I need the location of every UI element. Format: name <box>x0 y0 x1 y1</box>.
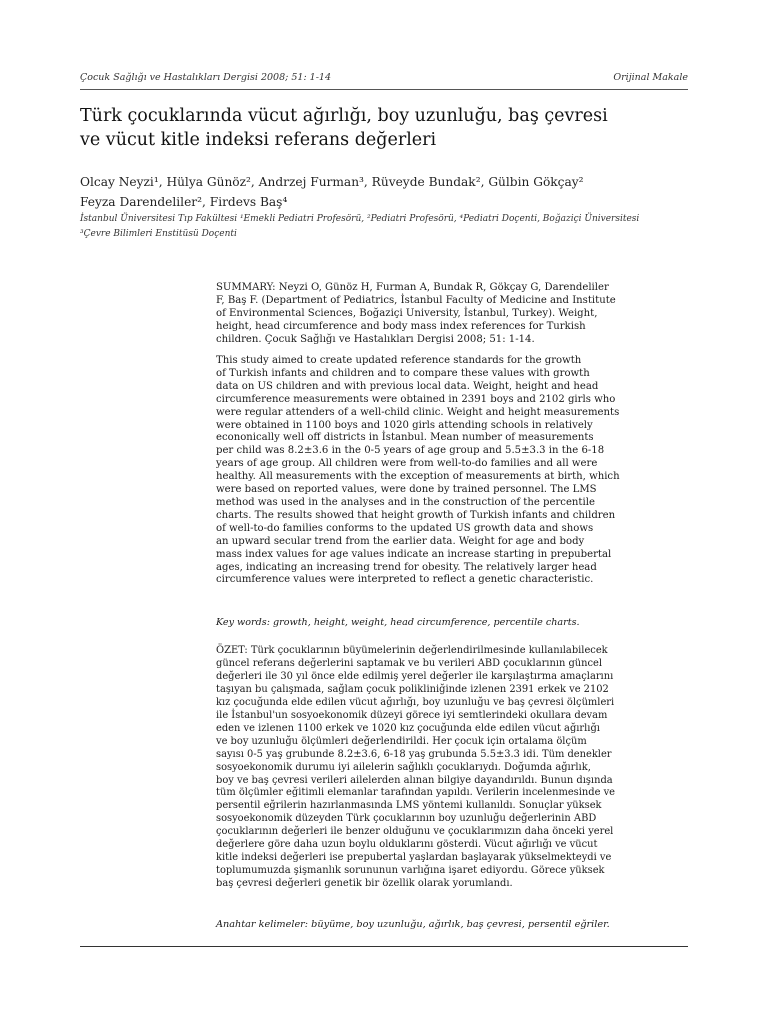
header-rule <box>80 89 688 90</box>
abstract-line: of Turkish infants and children and to compare these values with growth <box>216 367 590 379</box>
summary-line: height, head circumference and body mass index references for Turkish <box>216 321 586 332</box>
abstract-line: circumference measurements were obtained in 2391 boys and 2102 girls who <box>216 393 616 405</box>
abstract-line: charts. The results showed that height growth of Turkish infants and children <box>216 509 616 521</box>
abstract-line: This study aimed to create updated reference standards for the growth <box>216 355 582 366</box>
abstract-line: method was used in the analyses and in the construction of the percentile <box>216 496 595 508</box>
abstract-line: of well-to-do families conforms to the updated US growth data and shows <box>216 522 594 534</box>
author-line: Feyza Darendeliler², Firdevs Baş⁴ <box>80 195 288 209</box>
english-abstract <box>216 355 688 587</box>
article-title <box>80 104 688 152</box>
ozet-line: çocuklarının değerleri ile benzer olduğunu ve çocuklarımızın daha önceki yerel <box>216 826 614 838</box>
author-list <box>80 172 688 212</box>
affiliation-line: ³Çevre Bilimleri Enstitüsü Doçenti <box>80 229 237 239</box>
keywords-line: Key words: growth, height, weight, head circumference, percentile charts. <box>216 617 580 628</box>
ozet-line: değerleri ile 30 yıl önce elde edilmiş yerel değerler ile karşılaştırma amaçlarını <box>216 670 614 682</box>
affiliations <box>80 212 688 242</box>
ozet-line: toplumumuzda şişmanlık sorununun varlığına işaret ediyordu. Görece yüksek <box>216 865 605 877</box>
abstract-line: mass index values for age values indicate an increase starting in prepubertal <box>216 548 612 560</box>
ozet-line: sosyoekonomik düzeyden Türk çocuklarının boy uzunluğu değerlerinin ABD <box>216 813 597 825</box>
english-keywords <box>216 617 688 629</box>
footer-rule <box>80 946 688 947</box>
keywords-line: Anahtar kelimeler: büyüme, boy uzunluğu, ağırlık, baş çevresi, persentil eğriler. <box>216 919 610 930</box>
summary-citation <box>216 281 688 346</box>
abstract-line: data on US children and with previous local data. Weight, height and head <box>216 380 599 392</box>
ozet-line: ve boy uzunluğu ölçümleri değerlendirildi. Her çocuk için ortalama ölçüm <box>216 735 587 747</box>
affiliation-line: İstanbul Üniversitesi Tıp Fakültesi ¹Emekli Pediatri Profesörü, ²Pediatri Profesörü, ⁴Pediatri Doçenti, Boğaziçi Üniversitesi <box>80 214 640 224</box>
abstract-line: ages, indicating an increasing trend for obesity. The relatively larger head <box>216 561 597 573</box>
summary-line: F, Baş F. (Department of Pediatrics, İstanbul Faculty of Medicine and Institute <box>216 295 616 306</box>
ozet-line: kitle indeksi değerleri ise prepubertal yaşlardan başlayarak yükselmekteydi ve <box>216 852 612 864</box>
summary-line: SUMMARY: Neyzi O, Günöz H, Furman A, Bundak R, Gökçay G, Darendeliler <box>216 282 609 293</box>
abstract-line: healthy. All measurements with the exception of measurements at birth, which <box>216 471 620 483</box>
abstract-line: econonically well off districts in İstanbul. Mean number of measurements <box>216 432 594 444</box>
abstract-line: were obtained in 1100 boys and 1020 girls attending schools in relatively <box>216 419 593 431</box>
ozet-line: persentil eğrilerin hazırlanmasında LMS yöntemi kullanıldı. Sonuçlar yüksek <box>216 800 602 812</box>
ozet-line: kız çocuğunda elde edilen vücut ağırlığı, boy uzunluğu ve baş çevresi ölçümleri <box>216 696 615 708</box>
summary-line: of Environmental Sciences, Boğaziçi University, İstanbul, Turkey). Weight, <box>216 308 598 319</box>
ozet-line: taşıyan bu çalışmada, sağlam çocuk polikliniğinde izlenen 2391 erkek ve 2102 <box>216 683 609 695</box>
abstract-line: were regular attenders of a well-child clinic. Weight and height measurements <box>216 406 620 418</box>
journal-citation: Çocuk Sağlığı ve Hastalıkları Dergisi 2008; 51: 1-14 <box>80 72 332 83</box>
article-type: Orijinal Makale <box>613 72 688 83</box>
abstract-line: years of age group. All children were from well-to-do families and all were <box>216 458 598 470</box>
ozet-line: değerlere göre daha uzun boylu olduklarını gösterdi. Vücut ağırlığı ve vücut <box>216 839 598 851</box>
ozet-line: boy ve baş çevresi verileri ailelerden alınan bilgiye dayandırıldı. Bunun dışında <box>216 774 613 786</box>
ozet-line: eden ve izlenen 1100 erkek ve 1020 kız çocuğunda elde edilen vücut ağırlığı <box>216 722 600 734</box>
ozet-line: sayısı 0-5 yaş grubunde 8.2±3.6, 6-18 yaş grubunda 5.5±3.3 idi. Tüm denekler <box>216 748 612 760</box>
abstract-line: were based on reported values, were done by trained personnel. The LMS <box>216 484 597 496</box>
ozet-line: ÖZET: Türk çocuklarının büyümelerinin değerlendirilmesinde kullanılabilecek <box>216 645 608 656</box>
author-line: Olcay Neyzi¹, Hülya Günöz², Andrzej Furman³, Rüveyde Bundak², Gülbin Gökçay² <box>80 175 584 189</box>
ozet-line: sosyoekonomik durumu iyi ailelerin sağlıklı çocuklarıydı. Doğumda ağırlık, <box>216 761 591 773</box>
turkish-keywords <box>216 919 688 931</box>
ozet-line: baş çevresi değerleri genetik bir özellik olarak yorumlandı. <box>216 878 513 890</box>
summary-line: children. Çocuk Sağlığı ve Hastalıkları Dergisi 2008; 51: 1-14. <box>216 334 535 345</box>
abstract-line: an upward secular trend from the earlier data. Weight for age and body <box>216 535 585 547</box>
title-line: Türk çocuklarında vücut ağırlığı, boy uzunluğu, baş çevresi <box>80 106 608 126</box>
title-line: ve vücut kitle indeksi referans değerleri <box>80 130 437 150</box>
ozet-line: ile İstanbul'un sosyoekonomik düzeyi görece iyi semtlerindeki okullara devam <box>216 709 608 721</box>
turkish-abstract <box>216 645 688 891</box>
ozet-line: güncel referans değerlerini saptamak ve bu verileri ABD çocuklarının güncel <box>216 657 603 669</box>
abstract-line: per child was 8.2±3.6 in the 0-5 years of age group and 5.5±3.3 in the 6-18 <box>216 445 605 457</box>
ozet-line: tüm ölçümler eğitimli elemanlar tarafından yapıldı. Verilerin incelenmesinde ve <box>216 787 615 799</box>
abstract-line: circumference values were interpreted to reflect a genetic characteristic. <box>216 574 594 586</box>
running-header <box>80 72 688 86</box>
